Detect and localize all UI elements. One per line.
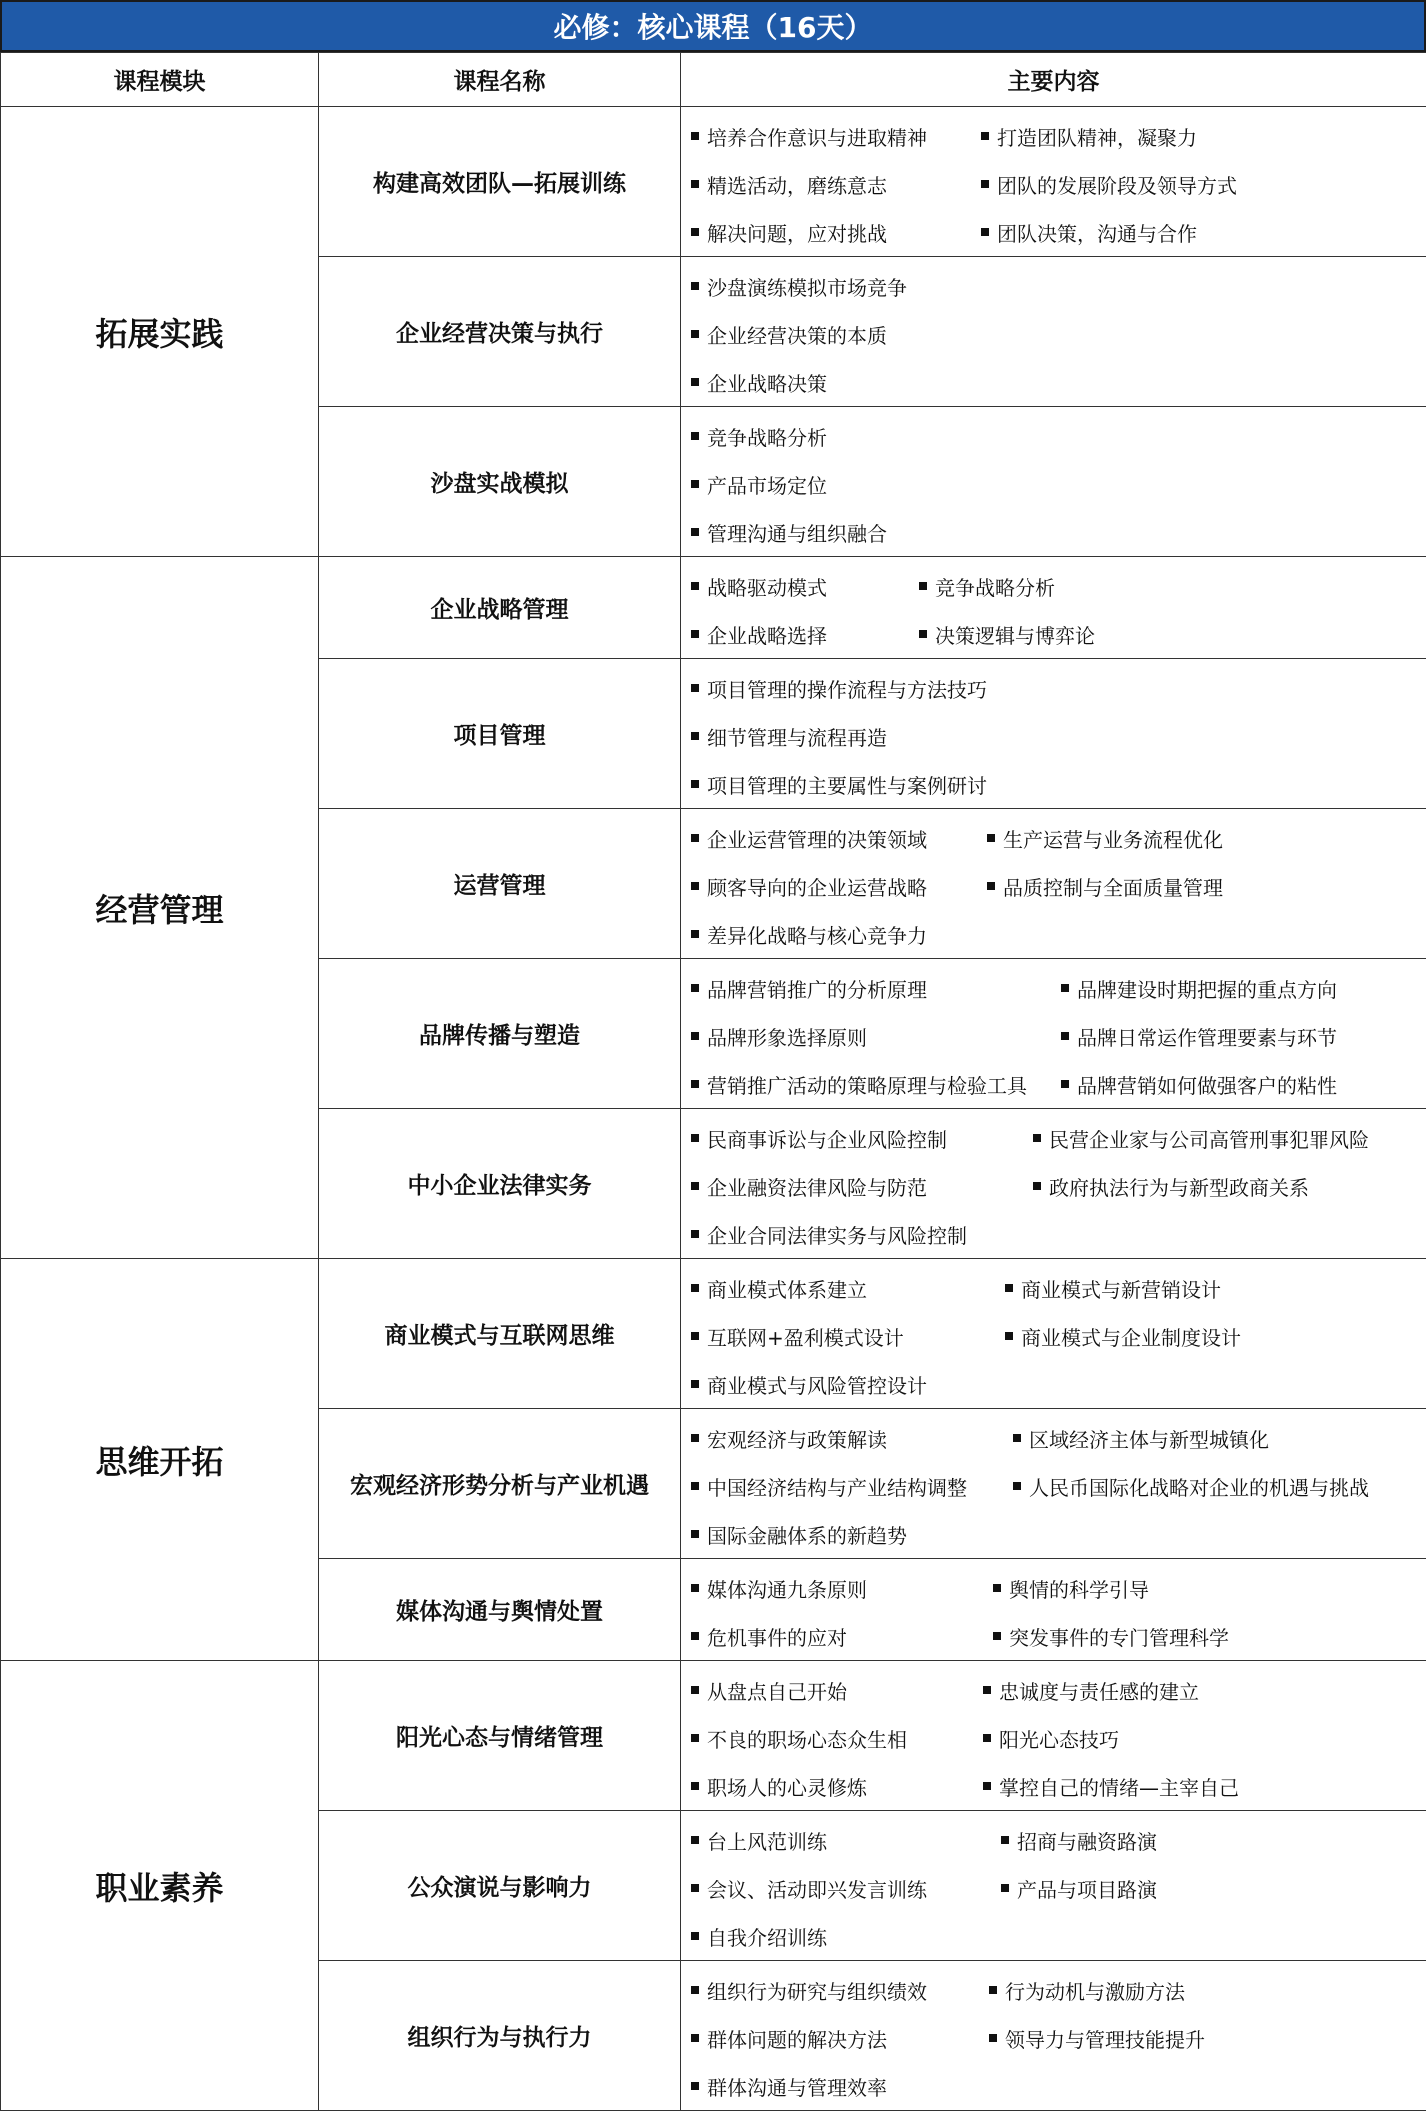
- header-module: 课程模块: [1, 53, 319, 107]
- bullet-icon: [691, 1986, 699, 1994]
- content-line: [691, 1912, 1426, 1960]
- course-name: 宏观经济形势分析与产业机遇: [319, 1409, 681, 1559]
- list-item-text: 政府执法行为与新型政商关系: [1049, 1172, 1309, 1201]
- course-content: [681, 1559, 1426, 1661]
- list-item-text: 品牌日常运作管理要素与环节: [1077, 1022, 1337, 1051]
- table-row: [1, 107, 1426, 257]
- list-item-text: 商业模式与新营销设计: [1021, 1274, 1221, 1303]
- list-item: [1005, 1274, 1221, 1303]
- list-item-text: 危机事件的应对: [707, 1622, 847, 1651]
- content-line: [691, 1210, 1426, 1258]
- bullet-icon: [983, 1686, 991, 1694]
- list-item-text: 团队的发展阶段及领导方式: [997, 170, 1237, 199]
- bullet-icon: [1001, 1884, 1009, 1892]
- list-item-text: 群体沟通与管理效率: [707, 2072, 887, 2101]
- bullet-icon: [691, 732, 699, 740]
- list-item: [691, 368, 827, 397]
- list-item: [691, 1676, 983, 1705]
- list-item-text: 人民币国际化战略对企业的机遇与挑战: [1029, 1472, 1369, 1501]
- list-item-text: 企业经营决策的本质: [707, 320, 887, 349]
- bullet-icon: [691, 1932, 699, 1940]
- bullet-icon: [691, 1332, 699, 1340]
- list-item-text: 企业运营管理的决策领域: [707, 824, 927, 853]
- module-name: 拓展实践: [1, 107, 319, 557]
- bullet-icon: [983, 1734, 991, 1742]
- bullet-icon: [691, 630, 699, 638]
- list-item: [691, 1874, 1001, 1903]
- list-item: [691, 1172, 1033, 1201]
- bullet-icon: [691, 528, 699, 536]
- bullet-icon: [989, 2034, 997, 2042]
- bullet-icon: [691, 1134, 699, 1142]
- content-line: [691, 910, 1426, 958]
- module-name: 思维开拓: [1, 1259, 319, 1661]
- bullet-icon: [691, 984, 699, 992]
- list-item: [981, 218, 1197, 247]
- content-line: [691, 1462, 1426, 1510]
- course-content: [681, 1259, 1426, 1409]
- content-line: [691, 1762, 1426, 1810]
- course-name: 运营管理: [319, 809, 681, 959]
- list-item: [691, 272, 907, 301]
- list-item: [1033, 1124, 1369, 1153]
- course-content: [681, 557, 1426, 659]
- list-item-text: 忠诚度与责任感的建立: [999, 1676, 1199, 1705]
- bullet-icon: [691, 432, 699, 440]
- content-line: [691, 664, 1426, 712]
- list-item: [691, 974, 1061, 1003]
- list-item: [691, 2072, 989, 2101]
- list-item-text: 竞争战略分析: [935, 572, 1055, 601]
- content-line: [691, 1510, 1426, 1558]
- module-name: 经营管理: [1, 557, 319, 1259]
- bullet-icon: [1013, 1434, 1021, 1442]
- list-item: [691, 1424, 1013, 1453]
- content-line: [691, 1114, 1426, 1162]
- list-item: [1061, 974, 1337, 1003]
- content-line: [691, 358, 1426, 406]
- list-item: [691, 422, 827, 451]
- list-item-text: 宏观经济与政策解读: [707, 1424, 887, 1453]
- module-name: 职业素养: [1, 1661, 319, 2111]
- course-content: [681, 659, 1426, 809]
- content-line: [691, 112, 1426, 160]
- list-item: [691, 1022, 1061, 1051]
- list-item-text: 商业模式体系建立: [707, 1274, 867, 1303]
- bullet-icon: [987, 882, 995, 890]
- list-item: [691, 470, 827, 499]
- content-line: [691, 310, 1426, 358]
- bullet-icon: [1001, 1836, 1009, 1844]
- list-item-text: 民营企业家与公司高管刑事犯罪风险: [1049, 1124, 1369, 1153]
- list-item-text: 群体问题的解决方法: [707, 2024, 887, 2053]
- list-item-text: 竞争战略分析: [707, 422, 827, 451]
- bullet-icon: [919, 630, 927, 638]
- list-item: [691, 1574, 993, 1603]
- list-item-text: 品牌建设时期把握的重点方向: [1077, 974, 1337, 1003]
- course-name: 媒体沟通与舆情处置: [319, 1559, 681, 1661]
- bullet-icon: [981, 228, 989, 236]
- course-name: 沙盘实战模拟: [319, 407, 681, 557]
- list-item-text: 互联网+盈利模式设计: [707, 1322, 904, 1351]
- bullet-icon: [691, 930, 699, 938]
- bullet-icon: [691, 378, 699, 386]
- list-item-text: 企业融资法律风险与防范: [707, 1172, 927, 1201]
- content-line: [691, 412, 1426, 460]
- list-item: [993, 1574, 1149, 1603]
- list-item: [981, 170, 1237, 199]
- bullet-icon: [691, 282, 699, 290]
- bullet-icon: [691, 780, 699, 788]
- content-line: [691, 1360, 1426, 1408]
- bullet-icon: [691, 1482, 699, 1490]
- list-item: [691, 1622, 993, 1651]
- list-item-text: 产品与项目路演: [1017, 1874, 1157, 1903]
- content-line: [691, 1612, 1426, 1660]
- table-row: [1, 1661, 1426, 1811]
- list-item: [691, 1220, 1033, 1249]
- content-line: [691, 2062, 1426, 2110]
- list-item-text: 品质控制与全面质量管理: [1003, 872, 1223, 901]
- list-item: [691, 770, 987, 799]
- course-content: [681, 809, 1426, 959]
- bullet-icon: [1033, 1182, 1041, 1190]
- list-item-text: 差异化战略与核心竞争力: [707, 920, 927, 949]
- content-line: [691, 1864, 1426, 1912]
- list-item-text: 品牌营销推广的分析原理: [707, 974, 927, 1003]
- content-line: [691, 460, 1426, 508]
- list-item: [1001, 1826, 1157, 1855]
- content-line: [691, 964, 1426, 1012]
- list-item-text: 品牌营销如何做强客户的粘性: [1077, 1070, 1337, 1099]
- bullet-icon: [691, 1734, 699, 1742]
- list-item-text: 解决问题，应对挑战: [707, 218, 887, 247]
- list-item: [983, 1724, 1119, 1753]
- list-item-text: 沙盘演练模拟市场竞争: [707, 272, 907, 301]
- list-item: [691, 1274, 1005, 1303]
- bullet-icon: [1061, 1032, 1069, 1040]
- bullet-icon: [1061, 1080, 1069, 1088]
- list-item-text: 媒体沟通九条原则: [707, 1574, 867, 1603]
- bullet-icon: [691, 834, 699, 842]
- list-item: [987, 872, 1223, 901]
- course-name: 品牌传播与塑造: [319, 959, 681, 1109]
- list-item-text: 营销推广活动的策略原理与检验工具: [707, 1070, 1027, 1099]
- bullet-icon: [691, 132, 699, 140]
- course-content: [681, 959, 1426, 1109]
- header-content: 主要内容: [681, 53, 1426, 107]
- content-line: [691, 1012, 1426, 1060]
- bullet-icon: [691, 1182, 699, 1190]
- list-item: [691, 320, 887, 349]
- list-item-text: 商业模式与企业制度设计: [1021, 1322, 1241, 1351]
- table-body: [1, 107, 1426, 2111]
- content-line: [691, 1966, 1426, 2014]
- list-item: [691, 872, 987, 901]
- list-item-text: 行为动机与激励方法: [1005, 1976, 1185, 2005]
- content-line: [691, 1564, 1426, 1612]
- content-line: [691, 1714, 1426, 1762]
- table-row: [1, 1259, 1426, 1409]
- course-name: 企业经营决策与执行: [319, 257, 681, 407]
- table-row: [1, 557, 1426, 659]
- content-line: [691, 1414, 1426, 1462]
- list-item-text: 决策逻辑与博弈论: [935, 620, 1095, 649]
- course-table: [0, 52, 1426, 2111]
- list-item-text: 战略驱动模式: [707, 572, 827, 601]
- course-content: [681, 257, 1426, 407]
- list-item-text: 团队决策，沟通与合作: [997, 218, 1197, 247]
- list-item-text: 招商与融资路演: [1017, 1826, 1157, 1855]
- content-line: [691, 760, 1426, 808]
- list-item-text: 国际金融体系的新趋势: [707, 1520, 907, 1549]
- list-item-text: 产品市场定位: [707, 470, 827, 499]
- list-item-text: 掌控自己的情绪—主宰自己: [999, 1772, 1239, 1801]
- bullet-icon: [691, 1686, 699, 1694]
- course-content: [681, 1961, 1426, 2111]
- list-item: [691, 824, 987, 853]
- page-title: 必修：核心课程（16天）: [0, 0, 1426, 52]
- list-item-text: 从盘点自己开始: [707, 1676, 847, 1705]
- content-line: [691, 2014, 1426, 2062]
- list-item-text: 企业战略决策: [707, 368, 827, 397]
- course-content: [681, 1661, 1426, 1811]
- content-line: [691, 208, 1426, 256]
- course-name: 项目管理: [319, 659, 681, 809]
- list-item: [691, 518, 887, 547]
- bullet-icon: [691, 1380, 699, 1388]
- list-item-text: 阳光心态技巧: [999, 1724, 1119, 1753]
- list-item: [1061, 1022, 1337, 1051]
- content-line: [691, 508, 1426, 556]
- course-name: 组织行为与执行力: [319, 1961, 681, 2111]
- bullet-icon: [691, 582, 699, 590]
- list-item-text: 精选活动，磨练意志: [707, 170, 887, 199]
- list-item: [691, 170, 981, 199]
- content-line: [691, 1816, 1426, 1864]
- content-line: [691, 1162, 1426, 1210]
- list-item: [993, 1622, 1229, 1651]
- content-line: [691, 1060, 1426, 1108]
- bullet-icon: [691, 1434, 699, 1442]
- list-item: [691, 122, 981, 151]
- list-item-text: 中国经济结构与产业结构调整: [707, 1472, 967, 1501]
- list-item: [1001, 1874, 1157, 1903]
- list-item-text: 品牌形象选择原则: [707, 1022, 867, 1051]
- course-name: 企业战略管理: [319, 557, 681, 659]
- list-item: [987, 824, 1223, 853]
- content-line: [691, 1312, 1426, 1360]
- list-item: [691, 1724, 983, 1753]
- bullet-icon: [691, 1836, 699, 1844]
- list-item-text: 项目管理的操作流程与方法技巧: [707, 674, 987, 703]
- list-item-text: 培养合作意识与进取精神: [707, 122, 927, 151]
- course-name: 中小企业法律实务: [319, 1109, 681, 1259]
- course-content: [681, 407, 1426, 557]
- bullet-icon: [691, 1884, 699, 1892]
- list-item: [691, 1826, 1001, 1855]
- course-name: 阳光心态与情绪管理: [319, 1661, 681, 1811]
- header-course: 课程名称: [319, 53, 681, 107]
- bullet-icon: [987, 834, 995, 842]
- bullet-icon: [1013, 1482, 1021, 1490]
- list-item: [1013, 1424, 1269, 1453]
- list-item-text: 领导力与管理技能提升: [1005, 2024, 1205, 2053]
- bullet-icon: [1005, 1332, 1013, 1340]
- bullet-icon: [919, 582, 927, 590]
- list-item-text: 管理沟通与组织融合: [707, 518, 887, 547]
- bullet-icon: [691, 2034, 699, 2042]
- bullet-icon: [691, 1782, 699, 1790]
- list-item-text: 台上风范训练: [707, 1826, 827, 1855]
- list-item-text: 突发事件的专门管理科学: [1009, 1622, 1229, 1651]
- list-item: [691, 1922, 1001, 1951]
- bullet-icon: [1033, 1134, 1041, 1142]
- bullet-icon: [691, 882, 699, 890]
- course-content: [681, 107, 1426, 257]
- list-item: [1005, 1322, 1241, 1351]
- table-header-row: [1, 53, 1426, 107]
- list-item-text: 舆情的科学引导: [1009, 1574, 1149, 1603]
- bullet-icon: [691, 480, 699, 488]
- list-item-text: 企业战略选择: [707, 620, 827, 649]
- list-item: [919, 620, 1095, 649]
- list-item: [691, 572, 919, 601]
- list-item: [691, 674, 987, 703]
- list-item: [691, 1472, 1013, 1501]
- bullet-icon: [691, 1632, 699, 1640]
- list-item-text: 职场人的心灵修炼: [707, 1772, 867, 1801]
- list-item-text: 民商事诉讼与企业风险控制: [707, 1124, 947, 1153]
- content-line: [691, 814, 1426, 862]
- list-item: [691, 620, 919, 649]
- list-item: [691, 1070, 1061, 1099]
- list-item: [989, 1976, 1185, 2005]
- content-line: [691, 1264, 1426, 1312]
- list-item-text: 打造团队精神，凝聚力: [997, 122, 1197, 151]
- list-item: [1033, 1172, 1309, 1201]
- list-item: [691, 1124, 1033, 1153]
- course-name: 公众演说与影响力: [319, 1811, 681, 1961]
- bullet-icon: [1061, 984, 1069, 992]
- bullet-icon: [691, 180, 699, 188]
- list-item: [691, 218, 981, 247]
- bullet-icon: [1005, 1284, 1013, 1292]
- bullet-icon: [691, 1284, 699, 1292]
- list-item-text: 组织行为研究与组织绩效: [707, 1976, 927, 2005]
- list-item-text: 区域经济主体与新型城镇化: [1029, 1424, 1269, 1453]
- list-item-text: 不良的职场心态众生相: [707, 1724, 907, 1753]
- bullet-icon: [691, 330, 699, 338]
- bullet-icon: [981, 132, 989, 140]
- list-item-text: 自我介绍训练: [707, 1922, 827, 1951]
- bullet-icon: [691, 1230, 699, 1238]
- list-item-text: 企业合同法律实务与风险控制: [707, 1220, 967, 1249]
- bullet-icon: [691, 2082, 699, 2090]
- list-item: [691, 1976, 989, 2005]
- list-item-text: 细节管理与流程再造: [707, 722, 887, 751]
- list-item: [691, 1322, 1005, 1351]
- bullet-icon: [691, 1530, 699, 1538]
- course-content: [681, 1811, 1426, 1961]
- list-item: [691, 1520, 1013, 1549]
- course-name: 商业模式与互联网思维: [319, 1259, 681, 1409]
- bullet-icon: [983, 1782, 991, 1790]
- course-content: [681, 1109, 1426, 1259]
- list-item: [1013, 1472, 1369, 1501]
- bullet-icon: [993, 1632, 1001, 1640]
- content-line: [691, 862, 1426, 910]
- list-item: [981, 122, 1197, 151]
- content-line: [691, 160, 1426, 208]
- list-item-text: 生产运营与业务流程优化: [1003, 824, 1223, 853]
- bullet-icon: [989, 1986, 997, 1994]
- list-item-text: 会议、活动即兴发言训练: [707, 1874, 927, 1903]
- content-line: [691, 262, 1426, 310]
- list-item: [691, 1772, 983, 1801]
- course-name: 构建高效团队—拓展训练: [319, 107, 681, 257]
- content-line: [691, 1666, 1426, 1714]
- list-item: [983, 1772, 1239, 1801]
- list-item-text: 商业模式与风险管控设计: [707, 1370, 927, 1399]
- list-item: [691, 1370, 1005, 1399]
- content-line: [691, 712, 1426, 760]
- bullet-icon: [691, 1080, 699, 1088]
- list-item: [919, 572, 1055, 601]
- list-item-text: 项目管理的主要属性与案例研讨: [707, 770, 987, 799]
- list-item: [1061, 1070, 1337, 1099]
- bullet-icon: [691, 684, 699, 692]
- content-line: [691, 610, 1426, 658]
- course-content: [681, 1409, 1426, 1559]
- list-item: [691, 722, 887, 751]
- bullet-icon: [993, 1584, 1001, 1592]
- content-line: [691, 562, 1426, 610]
- bullet-icon: [691, 1584, 699, 1592]
- bullet-icon: [691, 1032, 699, 1040]
- bullet-icon: [981, 180, 989, 188]
- list-item: [983, 1676, 1199, 1705]
- list-item-text: 顾客导向的企业运营战略: [707, 872, 927, 901]
- bullet-icon: [691, 228, 699, 236]
- list-item: [691, 920, 987, 949]
